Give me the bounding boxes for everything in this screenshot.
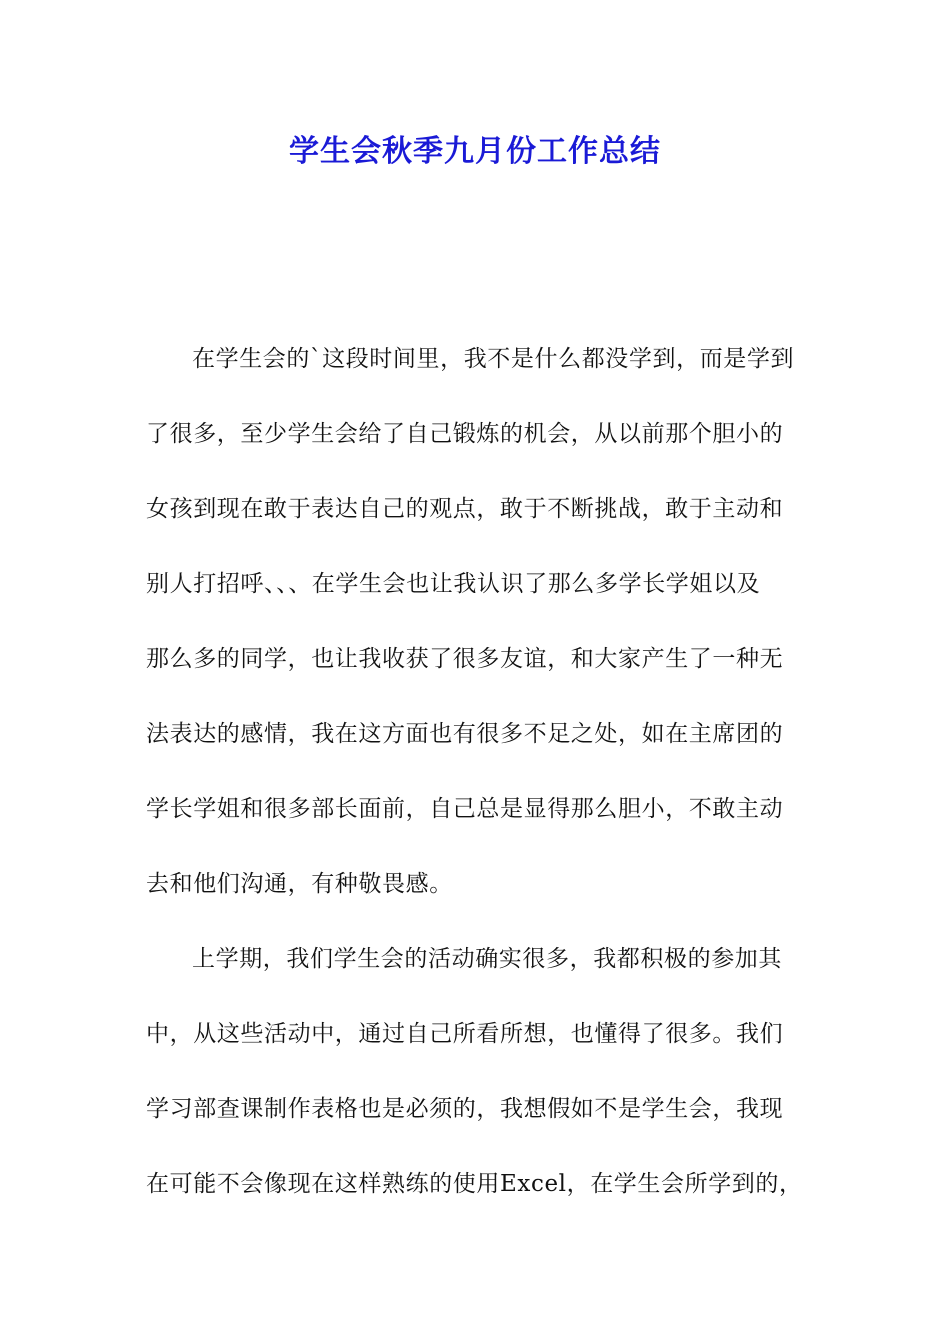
paragraph-line: 在可能不会像现在这样熟练的使用Excel，在学生会所学到的， <box>146 1171 803 1197</box>
paragraph-line: 在学生会的`这段时间里，我不是什么都没学到，而是学到 <box>192 346 795 372</box>
paragraph-1 <box>146 322 816 922</box>
paragraph-line: 学习部查课制作表格也是必须的，我想假如不是学生会，我现 <box>146 1096 784 1122</box>
paragraph-line: 上学期，我们学生会的活动确实很多，我都积极的参加其 <box>192 946 782 972</box>
paragraph-line: 了很多，至少学生会给了自己锻炼的机会，从以前那个胆小的 <box>146 421 784 447</box>
paragraph-line: 女孩到现在敢于表达自己的观点，敢于不断挑战，敢于主动和 <box>146 496 784 522</box>
document-title: 学生会秋季九月份工作总结 <box>289 134 661 169</box>
paragraph-2 <box>146 922 816 1222</box>
paragraph-line: 法表达的感情，我在这方面也有很多不足之处，如在主席团的 <box>146 721 784 747</box>
paragraph-line: 中，从这些活动中，通过自己所看所想，也懂得了很多。我们 <box>146 1021 784 1047</box>
paragraph-line: 去和他们沟通，有种敬畏感。 <box>146 871 453 897</box>
paragraph-line: 别人打招呼、、、在学生会也让我认识了那么多学长学姐以及 <box>146 571 761 597</box>
paragraph-line: 学长学姐和很多部长面前，自己总是显得那么胆小，不敢主动 <box>146 796 784 822</box>
paragraph-line: 那么多的同学，也让我收获了很多友谊，和大家产生了一种无 <box>146 646 784 672</box>
